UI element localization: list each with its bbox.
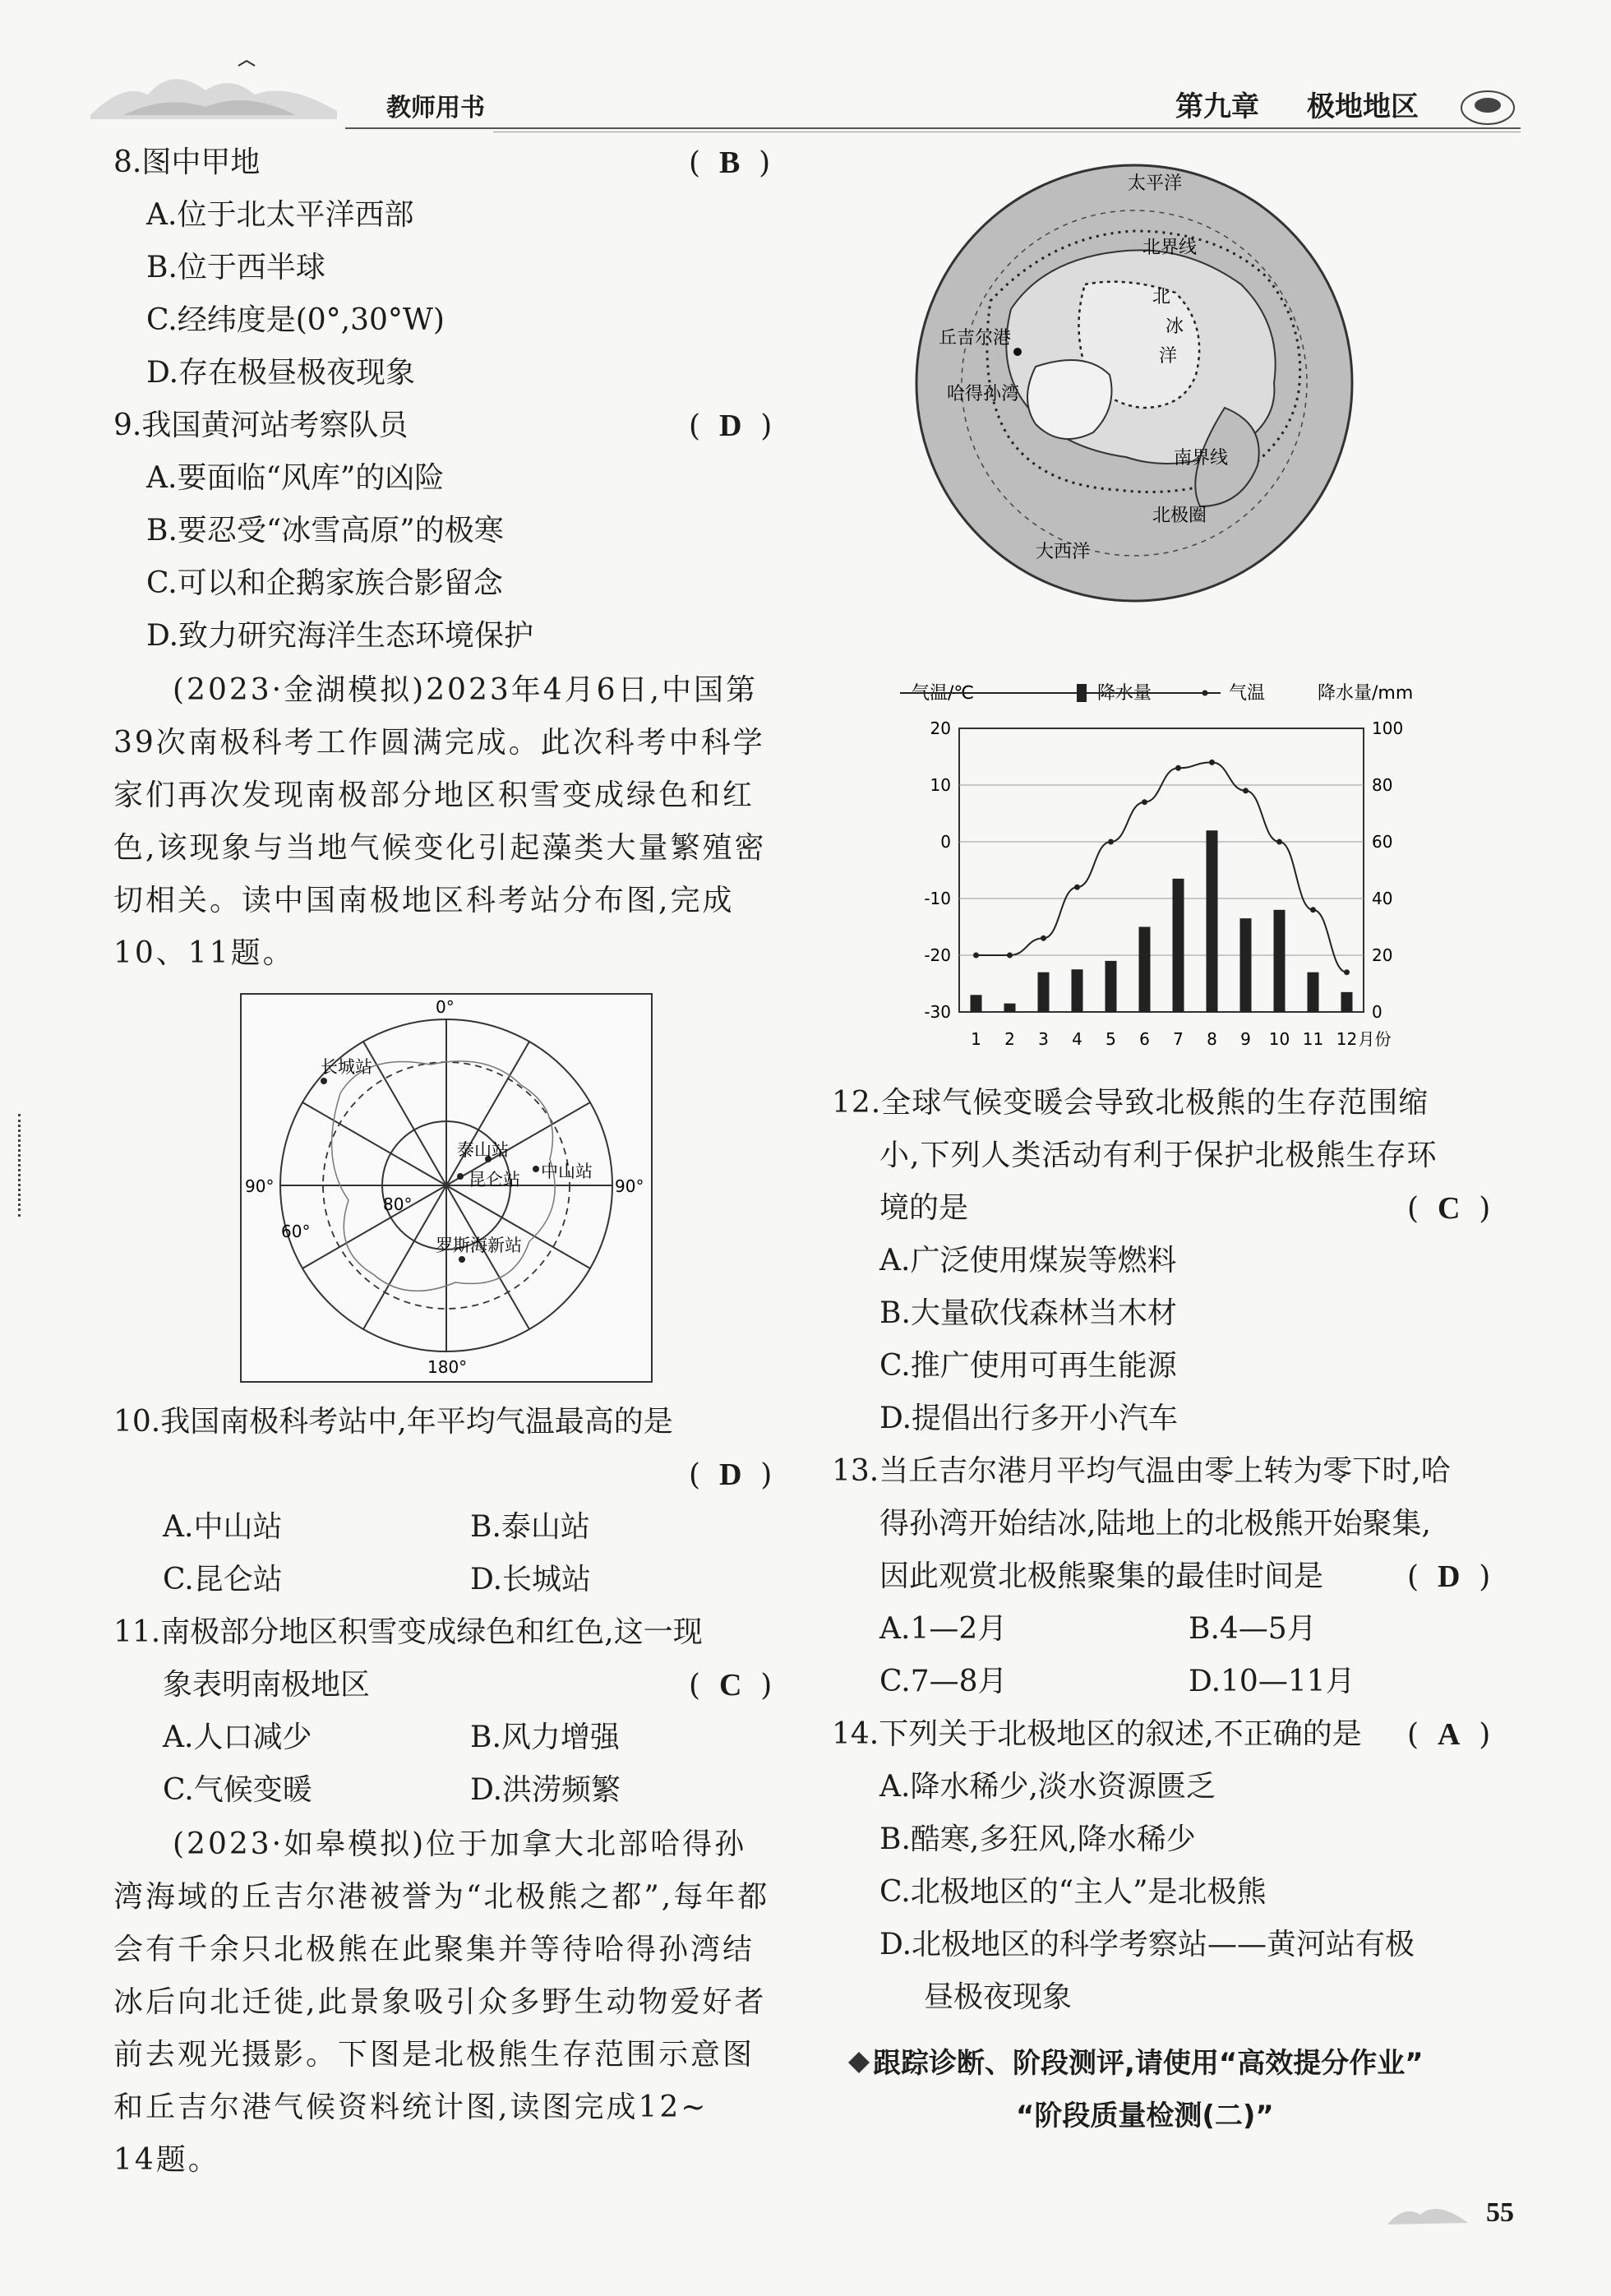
month-tick-label: 1 xyxy=(971,1029,981,1049)
q13-option-d: D.10—11月 xyxy=(1189,1665,1355,1698)
passage-2-line: 会有千余只北极熊在此聚集并等待哈得孙湾结 xyxy=(113,1933,755,1966)
precip-bar xyxy=(1139,927,1151,1013)
q14-option-c: C.北极地区的“主人”是北极熊 xyxy=(879,1875,1267,1909)
q13-stem-line1: 13.当丘吉尔港月平均气温由零上转为零下时,哈 xyxy=(832,1454,1451,1488)
month-tick-label: 5 xyxy=(1106,1029,1116,1049)
q13-option-c: C.7—8月 xyxy=(879,1665,1008,1698)
q8-option-c: C.经纬度是(0°,30°W) xyxy=(146,303,445,337)
station-kunlun: 昆仑站 xyxy=(469,1170,520,1190)
arctic-label-arctic-circle: 北极圈 xyxy=(1152,506,1207,526)
chart-right-axis-label: 降水量/mm xyxy=(1318,683,1414,704)
q12-option-d: D.提倡出行多开小汽车 xyxy=(879,1402,1179,1435)
temp-point xyxy=(1041,935,1046,941)
precip-bar xyxy=(1038,972,1050,1012)
q8-option-a: A.位于北太平洋西部 xyxy=(146,198,414,232)
q14-stem: 14.下列关于北极地区的叙述,不正确的是 xyxy=(832,1717,1362,1751)
precip-tick-label: 20 xyxy=(1372,945,1393,965)
station-taishan: 泰山站 xyxy=(457,1140,509,1160)
precip-tick-label: 40 xyxy=(1372,889,1393,908)
map-label-60: 60° xyxy=(281,1222,311,1241)
q11-option-b: B.风力增强 xyxy=(470,1721,620,1754)
q13-option-b: B.4—5月 xyxy=(1189,1612,1317,1646)
station-zhongshan: 中山站 xyxy=(541,1162,593,1181)
q9-stem: 9.我国黄河站考察队员 xyxy=(113,409,409,442)
page-number: 55 xyxy=(1486,2197,1514,2228)
arctic-polar-bear-map xyxy=(912,161,1356,605)
station-luosi: 罗斯海新站 xyxy=(436,1236,522,1255)
temp-point xyxy=(1344,969,1350,975)
chart-left-axis-label: 气温/℃ xyxy=(912,683,975,704)
footer-mountain-icon xyxy=(1387,2197,1470,2226)
arctic-label-north-boundary: 北界线 xyxy=(1142,238,1198,258)
legend-temp-label: 气温 xyxy=(1229,683,1266,704)
month-tick-label: 12 xyxy=(1336,1029,1358,1049)
temp-point xyxy=(1007,953,1013,959)
month-tick-label: 11 xyxy=(1302,1029,1324,1049)
q11-option-a: A.人口减少 xyxy=(163,1721,312,1754)
arctic-label-atlantic: 大西洋 xyxy=(1036,542,1091,562)
q9-option-b: B.要忍受“冰雪高原”的极寒 xyxy=(146,514,504,547)
legend-precip-label: 降水量 xyxy=(1097,683,1152,704)
q10-answer: ( D ) xyxy=(689,1458,773,1492)
passage-1 xyxy=(113,664,766,980)
temp-point xyxy=(973,953,979,959)
passage-2-line: 冰后向北迁徙,此景象吸引众多野生动物爱好者 xyxy=(113,1985,767,2019)
q9-option-a: A.要面临“风库”的凶险 xyxy=(146,461,445,495)
q13-stem-line2: 得孙湾开始结冰,陆地上的北极熊开始聚集, xyxy=(879,1507,1431,1541)
passage-1-line: 家们再次发现南极部分地区积雪变成绿色和红 xyxy=(113,778,755,812)
diamond-bullet-icon xyxy=(847,2050,871,2075)
temp-tick-label: -20 xyxy=(924,945,951,965)
arctic-label-churchill: 丘吉尔港 xyxy=(939,328,1012,349)
precip-tick-label: 0 xyxy=(1372,1002,1383,1022)
q13-answer: ( D ) xyxy=(1407,1559,1491,1594)
temp-tick-label: -10 xyxy=(924,889,951,908)
header-title: 极地地区 xyxy=(1307,90,1419,123)
month-tick-label: 10 xyxy=(1268,1029,1290,1049)
q12-stem-line2: 小,下列人类活动有利于保护北极熊生存环 xyxy=(879,1139,1438,1172)
footer-note-line2: “阶段质量检测(二)” xyxy=(1016,2100,1274,2132)
q11-stem-line1: 11.南极部分地区积雪变成绿色和红色,这一现 xyxy=(113,1615,703,1649)
temp-tick-label: 10 xyxy=(930,775,951,795)
q11-answer: ( C ) xyxy=(689,1668,773,1702)
chapter-logo-icon xyxy=(1459,89,1516,127)
precip-tick-label: 100 xyxy=(1372,718,1404,738)
arctic-label-ocean-1: 北 xyxy=(1152,287,1171,307)
precip-bar xyxy=(1240,918,1252,1012)
footer-note-line1: 跟踪诊断、阶段测评,请使用“高效提分作业” xyxy=(873,2047,1424,2080)
map-label-180: 180° xyxy=(427,1357,468,1377)
temp-tick-label: 0 xyxy=(940,832,951,852)
map-label-90e: 90° xyxy=(615,1176,644,1196)
q14-option-b: B.酷寒,多狂风,降水稀少 xyxy=(879,1822,1196,1856)
q8-stem: 8.图中甲地 xyxy=(113,146,261,179)
passage-1-line: (2023·金湖模拟)2023年4月6日,中国第 xyxy=(173,673,759,707)
q10-option-d: D.长城站 xyxy=(470,1563,592,1596)
q12-option-c: C.推广使用可再生能源 xyxy=(879,1349,1177,1383)
precip-bar xyxy=(1004,1004,1016,1012)
q10-stem: 10.我国南极科考站中,年平均气温最高的是 xyxy=(113,1405,673,1439)
arctic-label-hudson: 哈得孙湾 xyxy=(947,384,1020,404)
temp-point xyxy=(1310,907,1316,912)
q12-stem-line1: 12.全球气候变暖会导致北极熊的生存范围缩 xyxy=(832,1086,1429,1120)
precip-bar xyxy=(1274,910,1286,1012)
passage-1-line: 10、11题。 xyxy=(113,936,295,970)
passage-2-line: 前去观光摄影。下图是北极熊生存范围示意图 xyxy=(113,2038,755,2072)
arctic-label-ocean-3: 洋 xyxy=(1159,346,1178,367)
map-label-90w: 90° xyxy=(245,1176,275,1196)
precip-tick-label: 60 xyxy=(1372,832,1393,852)
temp-tick-label: 20 xyxy=(930,718,951,738)
passage-2-line: 和丘吉尔港气候资料统计图,读图完成12~ xyxy=(113,2090,709,2124)
legend-line-dot xyxy=(1202,691,1208,696)
temp-point xyxy=(1074,885,1080,890)
q11-option-c: C.气候变暖 xyxy=(163,1773,312,1807)
q14-option-d-cont: 昼极夜现象 xyxy=(924,1980,1073,2014)
q11-option-d: D.洪涝频繁 xyxy=(470,1773,621,1807)
q11-stem-line2: 象表明南极地区 xyxy=(163,1668,371,1702)
map-label-0: 0° xyxy=(436,997,455,1017)
passage-2-line: 湾海域的丘吉尔港被誉为“北极熊之都”,每年都 xyxy=(113,1880,770,1914)
month-tick-label: 3 xyxy=(1038,1029,1049,1049)
month-tick-label: 8 xyxy=(1207,1029,1217,1049)
arctic-label-south-boundary: 南界线 xyxy=(1174,448,1229,469)
passage-2 xyxy=(113,1818,769,2187)
map-label-80: 80° xyxy=(383,1194,413,1214)
q10-option-a: A.中山站 xyxy=(163,1510,283,1544)
passage-2-line: (2023·如皋模拟)位于加拿大北部哈得孙 xyxy=(173,1827,747,1861)
header-chapter: 第九章 xyxy=(1175,90,1259,123)
q12-stem-line3: 境的是 xyxy=(879,1191,969,1225)
q12-option-b: B.大量砍伐森林当木材 xyxy=(879,1296,1177,1330)
passage-1-line: 色,该现象与当地气候变化引起藻类大量繁殖密 xyxy=(113,831,767,865)
month-tick-label: 9 xyxy=(1240,1029,1251,1049)
station-changcheng: 长城站 xyxy=(321,1057,372,1077)
temp-point xyxy=(1209,760,1215,765)
arctic-label-pacific: 太平洋 xyxy=(1128,173,1183,194)
q12-option-a: A.广泛使用煤炭等燃料 xyxy=(879,1244,1177,1277)
q10-option-b: B.泰山站 xyxy=(470,1510,590,1544)
q12-answer: ( C ) xyxy=(1407,1191,1491,1226)
precip-bar xyxy=(1106,961,1117,1012)
q14-answer: ( A ) xyxy=(1407,1717,1491,1752)
antarctic-station-map xyxy=(240,993,653,1383)
precip-bar xyxy=(1072,969,1083,1012)
q8-answer: ( B ) xyxy=(689,146,771,180)
plot-frame xyxy=(959,728,1364,1012)
mountain-decoration-icon xyxy=(90,58,345,123)
temp-point xyxy=(1276,839,1282,845)
q13-stem-line3: 因此观赏北极熊聚集的最佳时间是 xyxy=(879,1559,1324,1593)
month-axis-suffix: 月份 xyxy=(1358,1029,1392,1049)
month-tick-label: 4 xyxy=(1072,1029,1082,1049)
month-tick-label: 2 xyxy=(1004,1029,1015,1049)
q9-option-d: D.致力研究海洋生态环境保护 xyxy=(146,619,534,653)
header-rule xyxy=(345,127,1521,129)
month-tick-label: 6 xyxy=(1139,1029,1150,1049)
precip-bar xyxy=(971,995,982,1012)
temp-line xyxy=(976,762,1347,972)
arctic-label-ocean-2: 冰 xyxy=(1166,316,1184,337)
q13-option-a: A.1—2月 xyxy=(879,1612,1008,1646)
temp-point xyxy=(1175,765,1181,771)
q9-answer: ( D ) xyxy=(689,409,773,443)
q14-option-a: A.降水稀少,淡水资源匮乏 xyxy=(879,1770,1216,1804)
temp-point xyxy=(1108,839,1114,845)
passage-2-line: 14题。 xyxy=(113,2143,220,2177)
temp-tick-label: -30 xyxy=(924,1002,951,1022)
header-left-label: 教师用书 xyxy=(386,94,485,122)
passage-1-line: 39次南极科考工作圆满完成。此次科考中科学 xyxy=(113,726,765,760)
q8-option-d: D.存在极昼极夜现象 xyxy=(146,356,416,390)
precip-tick-label: 80 xyxy=(1372,775,1393,795)
q14-option-d: D.北极地区的科学考察站——黄河站有极 xyxy=(879,1928,1415,1961)
q9-option-c: C.可以和企鹅家族合影留念 xyxy=(146,566,503,600)
precip-bar xyxy=(1173,879,1184,1012)
precip-bar xyxy=(1308,972,1319,1012)
q10-option-c: C.昆仑站 xyxy=(163,1563,283,1596)
q8-option-b: B.位于西半球 xyxy=(146,251,325,284)
churchill-climate-chart xyxy=(900,674,1443,1069)
precip-bar xyxy=(1341,992,1353,1012)
precip-bar xyxy=(1207,830,1218,1012)
temp-point xyxy=(1243,788,1249,793)
header xyxy=(0,0,1611,140)
month-tick-label: 7 xyxy=(1173,1029,1184,1049)
margin-marks xyxy=(18,1114,24,1217)
passage-1-line: 切相关。读中国南极地区科考站分布图,完成 xyxy=(113,884,735,917)
temp-point xyxy=(1142,799,1147,805)
